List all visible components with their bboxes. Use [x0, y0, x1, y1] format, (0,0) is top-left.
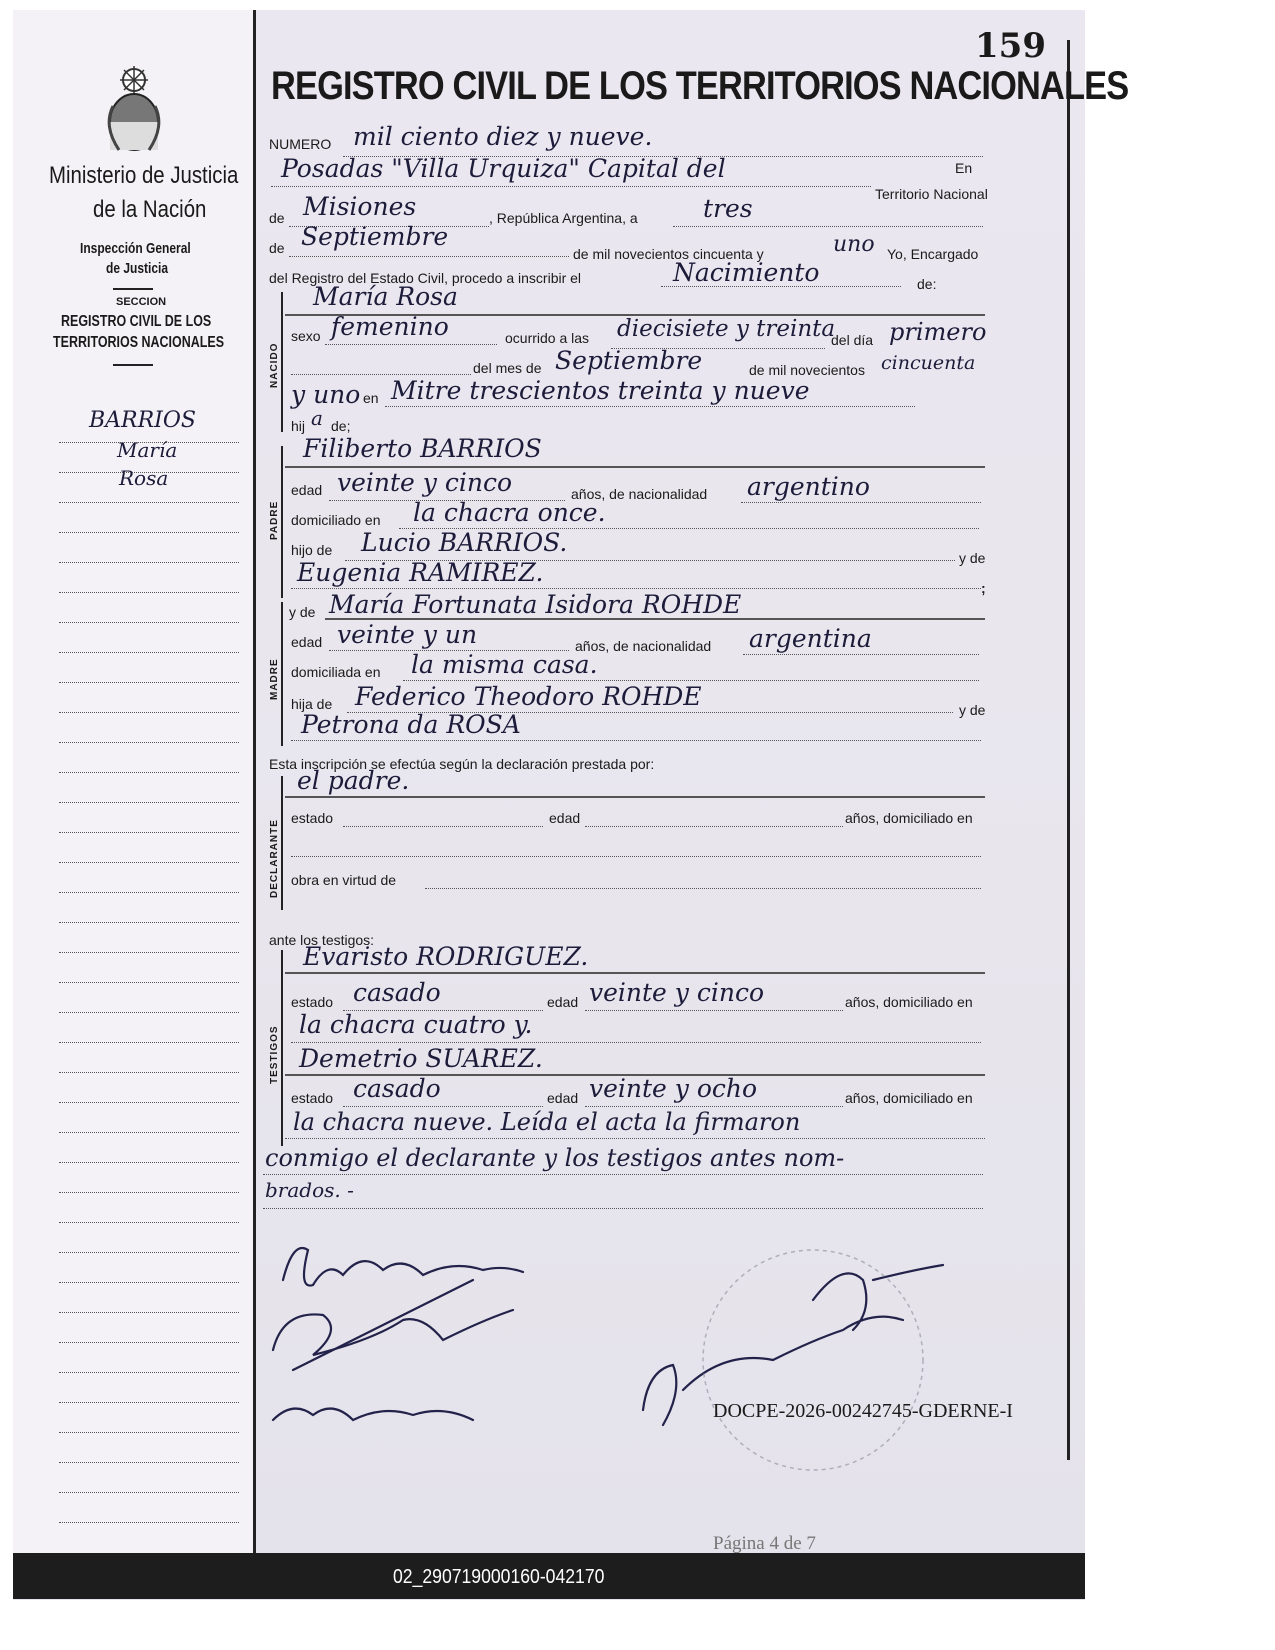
side-label-testigos: TESTIGOS	[269, 1025, 280, 1084]
month-value: Septiembre	[301, 222, 449, 251]
hij-suffix-value: a	[311, 406, 323, 430]
label-y-de: y de	[959, 702, 986, 718]
label-de: de	[269, 240, 285, 256]
divider	[113, 364, 153, 366]
margin-ruled-line	[59, 1312, 239, 1313]
margin-ruled-line	[59, 952, 239, 953]
margin-ruled-line	[59, 502, 239, 503]
margin-ruled-line	[59, 1282, 239, 1283]
label-estado: estado	[291, 994, 334, 1010]
margin-ruled-line	[59, 742, 239, 743]
label-hijo-de: hijo de	[291, 542, 333, 558]
witness1-age-value: veinte y cinco	[589, 978, 765, 1007]
footer-code: 02_290719000160-042170	[393, 1566, 605, 1588]
label-semicolon: ;	[981, 580, 986, 596]
label-y-de-mother: y de	[289, 604, 316, 620]
page-number: 159	[975, 26, 1046, 66]
side-label-declarante: DECLARANTE	[269, 819, 280, 898]
mother-mother-value: Petrona da ROSA	[301, 710, 521, 739]
margin-given1: María	[117, 438, 178, 462]
side-label-nacido: NACIDO	[269, 342, 280, 388]
margin-ruled-line	[59, 1522, 239, 1523]
margin-ruled-line	[59, 1102, 239, 1103]
inspection-line2: de Justicia	[106, 260, 169, 277]
label-anos-nac: años, de nacionalidad	[575, 638, 712, 654]
label-edad: edad	[291, 634, 323, 650]
margin-ruled-line	[59, 622, 239, 623]
label-hij-de: de;	[331, 418, 351, 434]
inspection-line1: Inspección General	[80, 240, 191, 257]
margin-ruled-line	[59, 682, 239, 683]
hour-value: diecisiete y treinta	[617, 316, 836, 342]
province-value: Misiones	[303, 192, 417, 221]
label-anos-domiciliado: años, domiciliado en	[845, 810, 973, 826]
witness1-status-value: casado	[353, 978, 441, 1007]
label-sexo: sexo	[291, 328, 321, 344]
footer-bar	[13, 1553, 1085, 1599]
birth-month-value: Septiembre	[555, 346, 703, 375]
label-year: de mil novecientos cincuenta y	[573, 246, 764, 262]
label-anos-domiciliado: años, domiciliado en	[845, 1090, 973, 1106]
divider	[113, 288, 153, 290]
closing-line2: conmigo el declarante y los testigos antes nom-	[265, 1144, 845, 1172]
document-page	[13, 10, 1129, 1600]
label-republica: , República Argentina, a	[489, 210, 638, 226]
father-name-value: Filiberto BARRIOS	[303, 434, 542, 463]
margin-ruled-line	[59, 892, 239, 893]
side-label-padre: PADRE	[269, 500, 280, 540]
margin-ruled-line	[59, 1342, 239, 1343]
signatures	[253, 1220, 1053, 1480]
mother-domicile-value: la misma casa.	[411, 650, 598, 679]
mother-father-value: Federico Theodoro ROHDE	[355, 682, 702, 711]
margin-ruled-line	[59, 832, 239, 833]
witness2-name-value: Demetrio SUAREZ.	[299, 1044, 543, 1073]
label-de-colon: de:	[917, 276, 937, 292]
label-domiciliado: domiciliado en	[291, 512, 381, 528]
margin-ruled-line	[59, 1222, 239, 1223]
margin-ruled-line	[59, 472, 239, 473]
label-obra: obra en virtud de	[291, 872, 397, 888]
margin-ruled-line	[59, 1132, 239, 1133]
margin-ruled-line	[59, 532, 239, 533]
margin-ruled-line	[59, 922, 239, 923]
label-en: En	[955, 160, 973, 176]
right-border	[1067, 40, 1070, 1460]
place-value: Posadas "Villa Urquiza" Capital del	[281, 154, 726, 183]
label-hija-de: hija de	[291, 696, 333, 712]
witness2-age-value: veinte y ocho	[589, 1074, 758, 1103]
side-label-madre: MADRE	[269, 658, 280, 700]
label-anos-domiciliado: años, domiciliado en	[845, 994, 973, 1010]
margin-ruled-line	[59, 1042, 239, 1043]
document-title: REGISTRO CIVIL DE LOS TERRITORIOS NACIONALES	[271, 64, 1129, 108]
registry-line2: TERRITORIOS NACIONALES	[53, 334, 225, 351]
label-edad: edad	[547, 1090, 579, 1106]
closing-line3: brados. -	[265, 1178, 354, 1202]
label-estado: estado	[291, 1090, 334, 1106]
label-de: de	[269, 210, 285, 226]
margin-given2: Rosa	[119, 466, 169, 490]
margin-ruled-line	[59, 862, 239, 863]
mother-nationality-value: argentina	[749, 624, 872, 653]
label-domiciliada: domiciliada en	[291, 664, 381, 680]
margin-ruled-line	[59, 442, 239, 443]
declarant-value: el padre.	[297, 766, 410, 795]
mother-name-value: María Fortunata Isidora ROHDE	[329, 590, 742, 619]
closing-line1: la chacra nueve. Leída el acta la firmaron	[293, 1108, 801, 1136]
margin-ruled-line	[59, 1012, 239, 1013]
ministry-line1: Ministerio de Justicia	[49, 162, 239, 189]
margin-ruled-line	[59, 1462, 239, 1463]
coat-of-arms-icon	[99, 66, 169, 156]
label-de-mil-nov: de mil novecientos	[749, 362, 865, 378]
label-yo-encargado: Yo, Encargado	[887, 246, 979, 262]
label-y-de: y de	[959, 550, 986, 566]
birth-year-word: cincuenta	[881, 352, 976, 374]
margin-ruled-line	[59, 1192, 239, 1193]
label-estado: estado	[291, 810, 334, 826]
label-numero: NUMERO	[269, 136, 332, 152]
page-indicator: Página 4 de 7	[713, 1533, 816, 1554]
left-margin-panel	[13, 10, 256, 1565]
birth-place-value: Mitre trescientos treinta y nueve	[391, 376, 810, 405]
margin-ruled-line	[59, 982, 239, 983]
margin-ruled-line	[59, 1072, 239, 1073]
child-name-value: María Rosa	[313, 282, 458, 311]
act-type-value: Nacimiento	[673, 258, 820, 287]
mother-age-value: veinte y un	[337, 620, 478, 649]
document-code-stamp: DOCPE-2026-00242745-GDERNE-I	[713, 1400, 1013, 1422]
ministry-line2: de la Nación	[93, 196, 207, 223]
label-del-registro: del Registro del Estado Civil, procedo a inscribir el	[269, 270, 582, 286]
margin-ruled-line	[59, 652, 239, 653]
margin-ruled-line	[59, 1492, 239, 1493]
margin-ruled-line	[59, 1162, 239, 1163]
margin-ruled-line	[59, 772, 239, 773]
margin-ruled-line	[59, 1252, 239, 1253]
year-suffix-value: uno	[833, 232, 875, 257]
registry-line1: REGISTRO CIVIL DE LOS	[61, 313, 212, 330]
father-domicile-value: la chacra once.	[413, 498, 606, 527]
label-edad: edad	[549, 810, 581, 826]
birth-day-value: primero	[889, 318, 987, 346]
margin-ruled-line	[59, 712, 239, 713]
witness2-status-value: casado	[353, 1074, 441, 1103]
witness1-name-value: Evaristo RODRIGUEZ.	[303, 942, 589, 971]
margin-surname: BARRIOS	[89, 408, 196, 433]
father-father-value: Lucio BARRIOS.	[361, 528, 568, 557]
margin-ruled-line	[59, 1432, 239, 1433]
label-hij: hij	[291, 418, 306, 434]
label-del-mes: del mes de	[473, 360, 542, 376]
margin-ruled-line	[59, 592, 239, 593]
margin-ruled-line	[59, 802, 239, 803]
margin-ruled-line	[59, 1372, 239, 1373]
label-ante-testigos: ante los testigos:	[269, 932, 375, 948]
father-age-value: veinte y cinco	[337, 468, 513, 497]
label-en-birthplace: en	[363, 390, 379, 406]
sex-value: femenino	[331, 312, 449, 341]
numero-value: mil ciento diez y nueve.	[353, 122, 653, 151]
birth-year-word2: y uno	[291, 380, 361, 409]
section-label: SECCION	[116, 296, 167, 308]
label-del-dia: del día	[831, 332, 874, 348]
witness1-domicile-value: la chacra cuatro y.	[299, 1010, 533, 1039]
label-territorio: Territorio Nacional	[875, 186, 988, 202]
margin-ruled-line	[59, 562, 239, 563]
label-ocurrido: ocurrido a las	[505, 330, 590, 346]
label-esta-inscripcion: Esta inscripción se efectúa según la declaración prestada por:	[269, 756, 655, 772]
margin-ruled-line	[59, 1402, 239, 1403]
father-nationality-value: argentino	[747, 472, 870, 501]
label-edad: edad	[291, 482, 323, 498]
label-edad: edad	[547, 994, 579, 1010]
father-mother-value: Eugenia RAMIREZ.	[297, 558, 544, 587]
day-value: tres	[703, 194, 753, 223]
label-anos-nac: años, de nacionalidad	[571, 486, 708, 502]
